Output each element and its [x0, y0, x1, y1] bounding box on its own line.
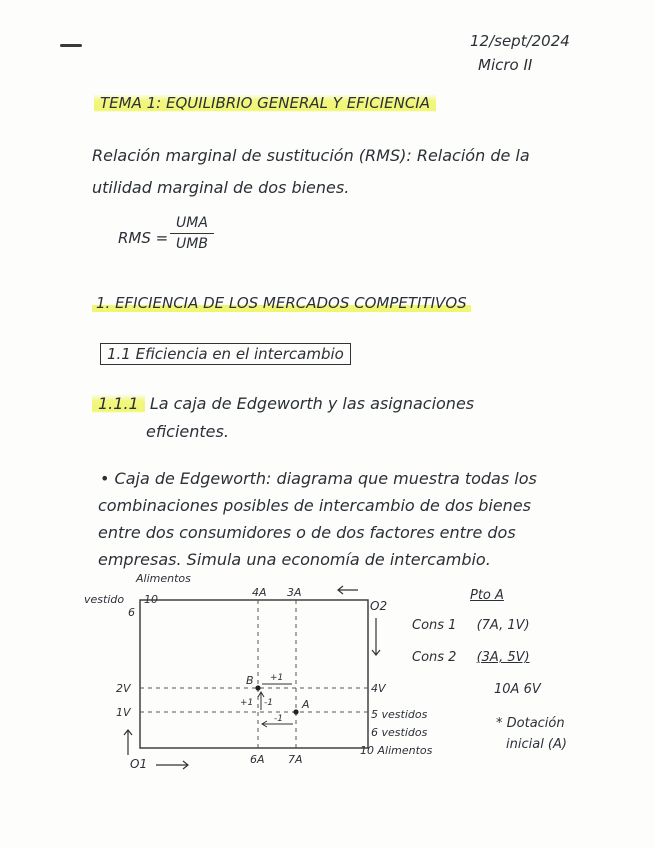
- subsubsection-number: 1.1.1: [92, 394, 145, 413]
- topic-title: [94, 94, 436, 112]
- rms-definition-line2: utilidad marginal de dos bienes.: [92, 178, 350, 197]
- tick-left-6: 6: [128, 606, 135, 619]
- rms-numerator: UMA: [176, 215, 208, 231]
- origin-2: O2: [370, 599, 388, 613]
- tick-top-3A: 3A: [287, 586, 302, 599]
- tick-5V: 5 vestidos: [371, 708, 428, 721]
- move-minus1-bot: -1: [274, 714, 283, 724]
- section1-title-text: 1. EFICIENCIA DE LOS MERCADOS COMPETITIVOS: [92, 294, 471, 312]
- rms-fraction: [170, 215, 214, 252]
- tick-7A: 7A: [288, 753, 303, 766]
- subsubsection-title-line1: La caja de Edgeworth y las asignaciones: [149, 394, 475, 413]
- label-alimentos-top: Alimentos: [136, 572, 191, 585]
- move-plus1-top: +1: [270, 673, 284, 683]
- origin-1: O1: [130, 757, 148, 771]
- endowment-total: 10A 6V: [494, 682, 541, 697]
- cons1-label: Cons 1: [412, 618, 457, 633]
- topic-title-text: TEMA 1: EQUILIBRIO GENERAL Y EFICIENCIA: [94, 94, 436, 112]
- endowment-note-line1: * Dotación: [496, 716, 565, 731]
- bullet-line1: • Caja de Edgeworth: diagrama que muestra todas los: [100, 469, 537, 488]
- endowment-notes: [466, 588, 504, 611]
- endowment-title: Pto A: [470, 588, 504, 603]
- subsubsection-heading: [92, 394, 474, 413]
- point-A-dot: [293, 709, 298, 714]
- subsection-title-text: 1.1 Eficiencia en el intercambio: [100, 343, 351, 365]
- cons2-value: (3A, 5V): [476, 650, 530, 665]
- fraction-bar: [170, 233, 214, 234]
- label-vestido-left: vestido: [84, 593, 125, 606]
- tick-top-4A: 4A: [252, 586, 267, 599]
- tick-1V: 1V: [116, 706, 131, 719]
- tick-6A: 6A: [250, 753, 265, 766]
- date: 12/sept/2024: [470, 32, 570, 50]
- margin-dash: [60, 44, 82, 47]
- point-A-label: A: [302, 698, 310, 711]
- cons2-label: Cons 2: [412, 650, 457, 665]
- bullet-line4: empresas. Simula una economía de intercambio.: [98, 550, 491, 569]
- cons1-value: (7A, 1V): [476, 618, 530, 633]
- point-B-label: B: [246, 674, 254, 687]
- section1-title: [92, 294, 471, 312]
- edgeworth-box-diagram: [80, 570, 433, 780]
- tick-6-vestidos: 6 vestidos: [371, 726, 428, 739]
- tick-10-alimentos: 10 Alimentos: [360, 744, 433, 757]
- subsection-title: [100, 345, 351, 363]
- edgeworth-box-frame: [140, 600, 368, 748]
- rms-definition-line1: Relación marginal de sustitución (RMS): Relación de la: [92, 146, 530, 165]
- endowment-note-line2: inicial (A): [506, 737, 567, 752]
- rms-formula-lhs: RMS =: [118, 229, 169, 247]
- point-B-dot: [255, 685, 260, 690]
- subsubsection-title-line2: eficientes.: [146, 422, 229, 441]
- cons2-row: [412, 650, 530, 665]
- bullet-line2: combinaciones posibles de intercambio de dos bienes: [98, 496, 531, 515]
- rms-denominator: UMB: [176, 236, 208, 253]
- tick-4V: 4V: [371, 682, 386, 695]
- course-name: Micro II: [478, 56, 533, 74]
- tick-top-10: 10: [144, 593, 158, 606]
- tick-2V: 2V: [116, 682, 131, 695]
- move-plus1-left: +1: [240, 698, 254, 708]
- move-minus1-mid: -1: [264, 698, 273, 708]
- cons1-row: [412, 618, 530, 633]
- bullet-line3: entre dos consumidores o de dos factores entre dos: [98, 523, 516, 542]
